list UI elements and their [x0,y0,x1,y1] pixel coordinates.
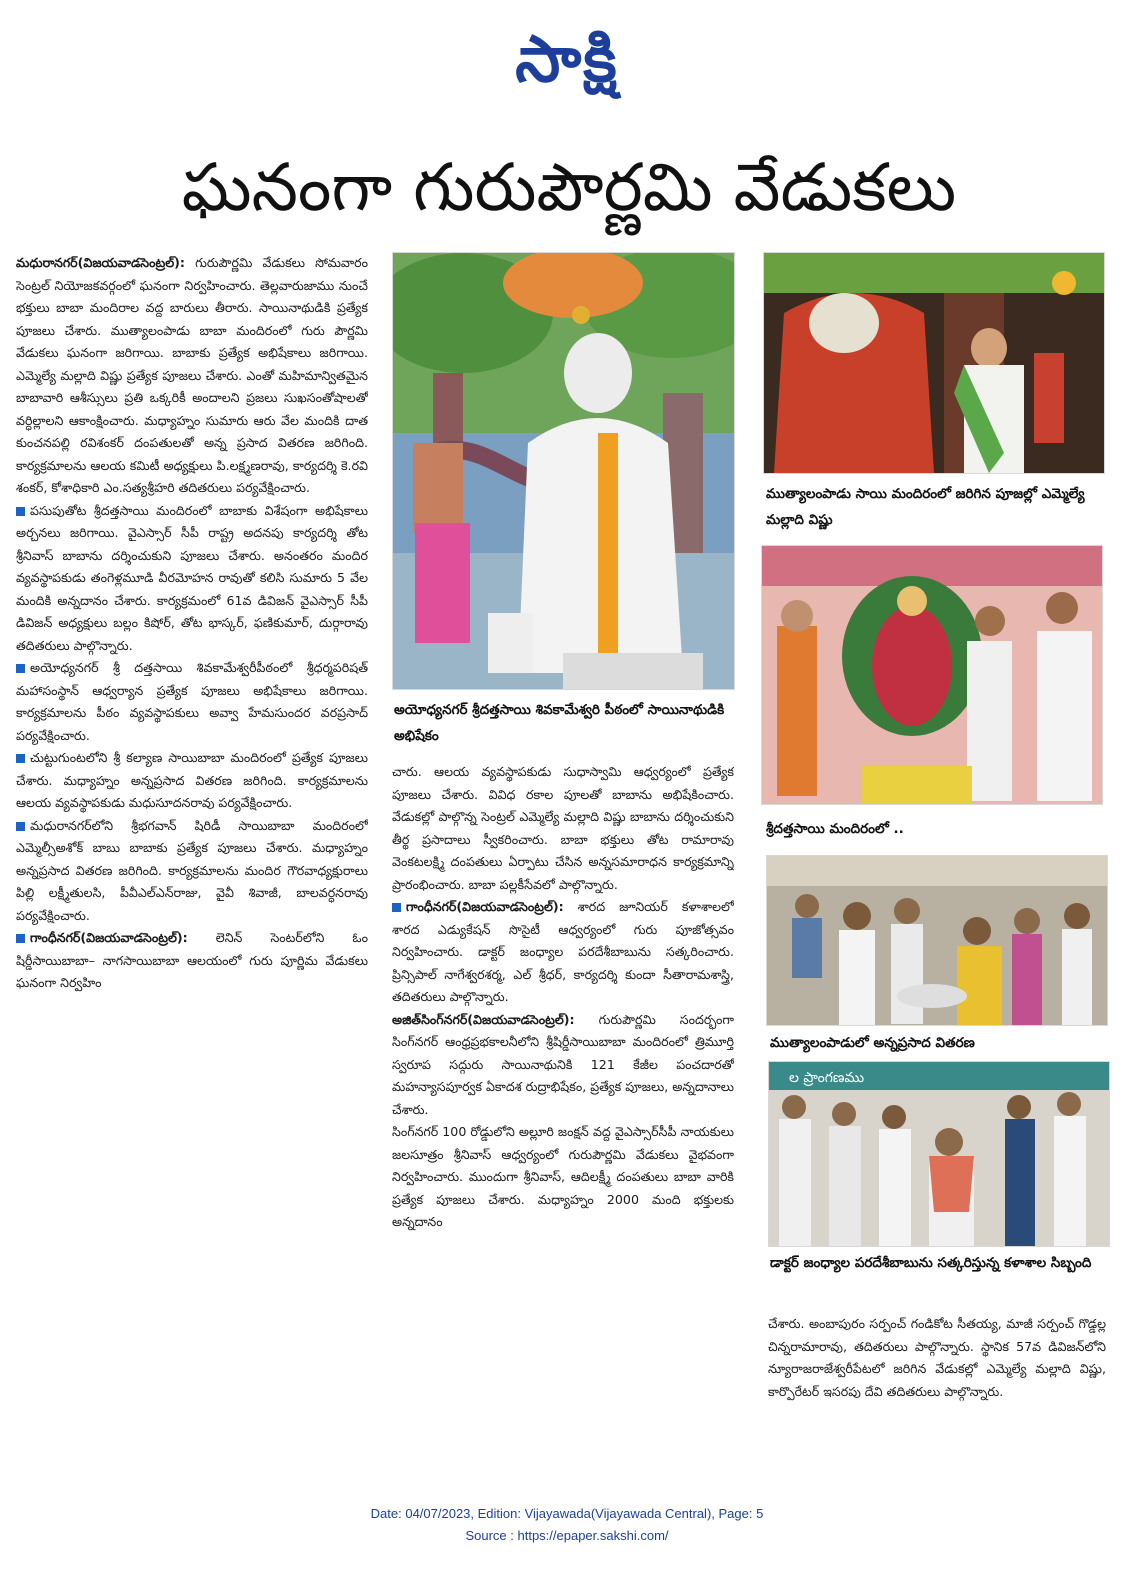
caption-photo-4: డాక్టర్ జంధ్యాల పరదేశీబాబును సత్కరిస్తున్న కళాశాల సిబ్బంది [770,1255,1092,1271]
photo-banner-text: ల ప్రాంగణము [789,1070,865,1086]
masthead-logo: సాక్షి [515,23,619,97]
paragraph: చారు. ఆలయ వ్యవస్థాపకుడు సుధాస్వామి ఆధ్వర్యంలో ప్రత్యేక పూజలు చేశారు. వివిధ రకాల పూలతో బాబాను అభిషేకించారు. వేడుకల్లో పాల్గొన్న సెంట్రల్ ఎమ్మెల్యే మల్లాది విష్ణు బాబాను దర్శించుకుని తీర్థ ప్రసాదాలు స్వీకరించారు. బాబా భక్తులు తోట రామారావు వెంకటలక్ష్మి దంపతులు ఏర్పాటు చేసిన అన్నసమారాధన కార్యక్రమాన్ని ప్రారంభించారు. బాబా పల్లకీసేవలో పాల్గొన్నారు. [392,764,734,892]
bullet-icon [16,754,25,763]
bullet-icon [16,664,25,673]
bullet-icon [16,822,25,831]
article-column-3 [768,1313,1106,1483]
paragraph: చేశారు. అంబాపురం సర్పంచ్ గండికోట సీతయ్య, మాజీ సర్పంచ్ గొడ్డల్ల చిన్నరామారావు, తదితరులు పాల్గొన్నారు. స్థానిక 57వ డివిజన్‌లోని న్యూరాజరాజేశ్వరీపేటలో జరిగిన వేడుకల్లో ఎమ్మెల్యే మల్లాది విష్ణు, కార్పొరేటర్ ఇసరపు దేవి తదితరులు పాల్గొన్నారు. [768,1316,1106,1399]
caption-main-photo: అయోధ్యనగర్ శ్రీదత్తసాయి శివకామేశ్వరి పీఠంలో సాయినాథుడికి అభిషేకం [394,702,725,744]
bullet-icon [16,934,25,943]
paragraph: అయోధ్యనగర్ శ్రీ దత్తసాయి శివకామేశ్వరీపీఠంలో శ్రీధర్మపరిషత్ మహాసంస్థాన్ ఆధ్వర్యాన ప్రత్యేక పూజలు అభిషేకాలు జరిగాయి. కార్యక్రమాలను పీఠం వ్యవస్థాపకులు అవ్వా హేమసుందర వరప్రసాద్ పర్యవేక్షించారు. [16,660,368,743]
caption-photo-1: ముత్యాలంపాడు సాయి మందిరంలో జరిగిన పూజల్లో ఎమ్మెల్యే మల్లాది విష్ణు [766,486,1085,528]
caption-photo-3: ముత్యాలంపాడులో అన్నప్రసాద వితరణ [770,1035,975,1051]
dateline: మధురానగర్(విజయవాడసెంట్రల్): [16,255,185,270]
dateline: గాంధీనగర్(విజయవాడసెంట్రల్): [406,899,564,914]
caption-photo-2: శ్రీదత్తసాయి మందిరంలో .. [766,821,904,837]
photo-annaprasada [766,855,1108,1026]
paragraph-lead: మధురానగర్(విజయవాడసెంట్రల్): గురుపౌర్ణమి వేడుకలు సోమవారం సెంట్రల్ నియోజకవర్గంలో ఘనంగా నిర్వహించారు. తెల్లవారుజాము నుంచే భక్తులు బాబా మందిరాల వద్ద బారులు తీరారు. సాయినాథుడికి ప్రత్యేక పూజలు చేశారు. ముత్యాలంపాడు బాబా మందిరంలో గురు పౌర్ణమి వేడుకలు ఘనంగా జరిగాయి. బాబాకు ప్రత్యేక అభిషేకాలు జరిగాయి. ఎమ్మెల్యే మల్లాది విష్ణు ప్రత్యేక పూజలు చేశారు. ఎంతో మహిమాన్వితమైన బాబావారి ఆశీస్సులు ప్రతి ఒక్కరికీ అందాలని ప్రజలు సుఖసంతోషాలతో వర్ధిల్లాలని ఆకాంక్షించారు. మధ్యాహ్నం సుమారు ఆరు వేల మందికి దాత కుంచనపల్లి రవిశంకర్ దంపతులతో అన్న ప్రసాద వితరణ జరిగింది. కార్యక్రమాలను ఆలయ కమిటీ అధ్యక్షులు పి.లక్ష్మణరావు, కార్యదర్శి కె.రవి శంకర్, కోశాధికారి ఎం.సత్యశ్రీహరి తదితరులు పర్యవేక్షించారు. [16,255,368,495]
footer-date-edition: Date: 04/07/2023, Edition: Vijayawada(Vijayawada Central), Page: 5 [370,1506,764,1521]
paragraph: గాంధీనగర్(విజయవాడసెంట్రల్): శారద జూనియర్ కళాశాలలో శారద ఎడ్యుకేషన్ సొసైటీ ఆధ్వర్యంలో గురు పూజోత్సవం నిర్వహించారు. డాక్టర్ జంధ్యాల పరదేశీబాబును సత్కరించారు. ప్రిన్సిపాల్ నాగేశ్వరశర్మ, ఎల్ శ్రీధర్, కార్యదర్శి కుందా సీతారామశాస్త్రి, తదితరులు పాల్గొన్నారు. [392,899,734,1004]
paragraph: అజిత్‌సింగ్‌నగర్(విజయవాడసెంట్రల్): గురుపౌర్ణమి సందర్భంగా సింగ్‌నగర్ ఆంధ్రప్రభకాలనీలోని శ్రీషిర్డీసాయిబాబా మందిరంలో త్రిమూర్తి స్వరూప సద్గురు సాయినాథునికి 121 కేజీల పంచదారతో మహన్యాసపూర్వక ఏకాదశ రుద్రాభిషేకం, ప్రత్యేక పూజలు, అన్నదానాలు చేశారు. [392,1011,734,1117]
dateline: అజిత్‌సింగ్‌నగర్(విజయవాడసెంట్రల్): [392,1011,575,1027]
photo-main-abhishekam [392,252,735,690]
paragraph: గాంధీనగర్(విజయవాడసెంట్రల్): లెనిన్ సెంటర్‌లోని ఓం షిర్డీసాయిబాబా– నాగసాయిబాబా ఆలయంలో గురు పూర్ణిమ వేడుకలు ఘనంగా నిర్వహిం [16,930,368,990]
paragraph: సింగ్‌నగర్ 100 రోడ్డులోని అల్లూరి జంక్షన్ వద్ద వైఎస్సార్‌సీపీ నాయకులు జలసూత్రం శ్రీనివాస్ ఆధ్వర్యంలో గురుపౌర్ణమి వేడుకలు వైభవంగా నిర్వహించారు. ముందుగా శ్రీనివాస్, ఆదిలక్ష్మీ దంపతులు బాబా వారికి ప్రత్యేక పూజలు చేశారు. మధ్యాహ్నం 2000 మంది భక్తులకు అన్నదానం [392,1124,734,1229]
dateline: గాంధీనగర్(విజయవాడసెంట్రల్): [30,930,188,945]
bullet-icon [392,903,401,912]
photo-dattasai-temple [761,545,1103,805]
article-column-2 [392,761,734,1481]
article-column-1 [16,252,368,1480]
paragraph: చుట్టుగుంటలోని శ్రీ కల్యాణ సాయిబాబా మందిరంలో ప్రత్యేక పూజలు చేశారు. మధ్యాహ్నం అన్నప్రసాద వితరణ జరిగింది. కార్యక్రమాలను ఆలయ వ్యవస్థాపకుడు మధుసూదనరావు పర్యవేక్షించారు. [16,750,368,810]
paragraph: మధురానగర్‌లోని శ్రీభగవాన్ షిరిడీ సాయిబాబా మందిరంలో ఎమ్మెల్సీఅశోక్ బాబు బాబాకు ప్రత్యేక పూజలు చేశారు. మధ్యాహ్నం అన్నప్రసాద వితరణ జరిగింది. కార్యక్రమాలను మందిర గౌరవాధ్యక్షురాలు పిల్లి లక్ష్మీతులసి, పీవీఎల్ఎన్‌రాజు, వైవీ శివాజీ, బాలవర్ధనరావు పర్యవేక్షించారు. [16,817,368,923]
footer-source: Source : https://epaper.sakshi.com/ [465,1528,669,1543]
photo-muthyalampadu-temple [763,252,1105,474]
paragraph: పసుపుతోట శ్రీదత్తసాయి మందిరంలో బాబాకు విశేషంగా అభిషేకాలు అర్చనలు జరిగాయి. వైఎస్సార్ సీపీ రాష్ట్ర అదనపు కార్యదర్శి తోట శ్రీనివాస్ బాబాను దర్శించుకుని పూజలు చేశారు. అనంతరం మందిర వ్యవస్థాపకుడు తంగెళ్లమూడి వీరమోహన రావుతో కలిసి సుమారు 5 వేల మందికి అన్నదానం చేశారు. కార్యక్రమంలో 61వ డివిజన్ వైఎస్సార్ సీపీ డివిజన్ అధ్యక్షులు బల్లం కిషోర్, తోట భాస్కర్, ఫణికుమార్, దుర్గారావు తదితరులు పాల్గొన్నారు. [16,502,368,653]
bullet-icon [16,507,25,516]
photo-felicitation [768,1061,1110,1247]
page-headline: ఘనంగా గురుపౌర్ణమి వేడుకలు [181,149,957,226]
